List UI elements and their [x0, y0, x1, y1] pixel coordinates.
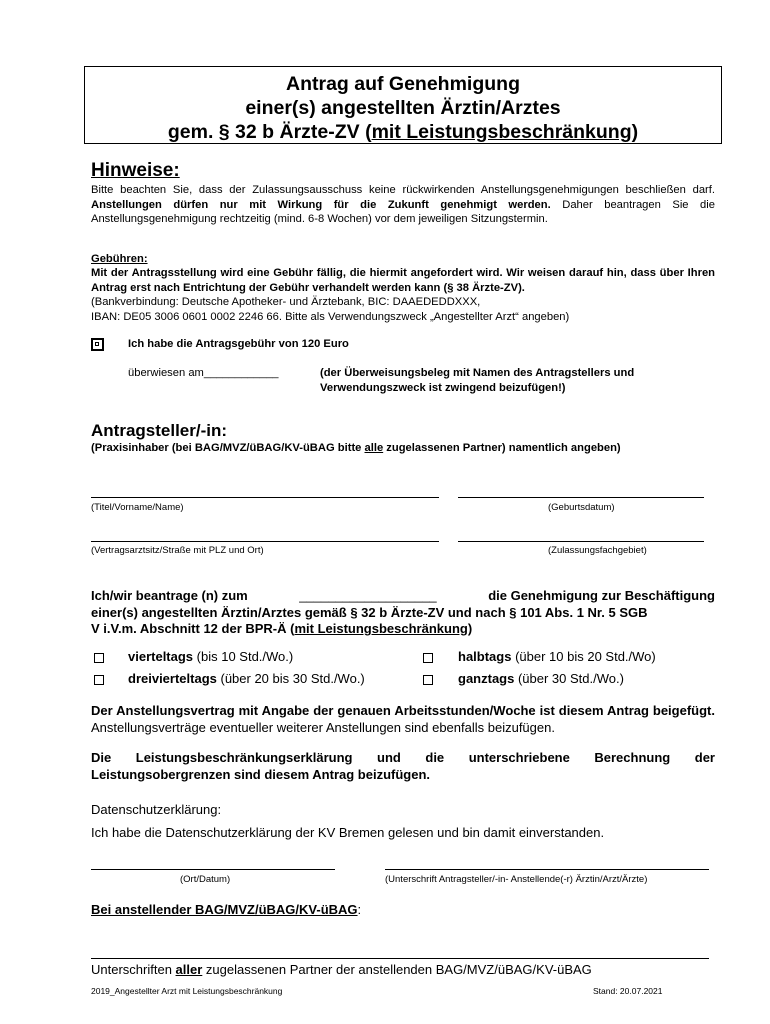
bag-heading: Bei anstellender BAG/MVZ/üBAG/KV-üBAG:: [91, 902, 362, 917]
title-box: [84, 66, 722, 144]
address-field-label: (Vertragsarztsitz/Straße mit PLZ und Ort): [91, 545, 264, 556]
option-quarter-label: vierteltags (bis 10 Std./Wo.): [128, 649, 294, 664]
birthdate-field-label: (Geburtsdatum): [548, 502, 615, 513]
hinweise-heading: Hinweise:: [91, 160, 180, 181]
limit-declaration: Die Leistungsbeschränkungserklärung und die unterschriebene Berechnung der Leistungsobergrenzen sind diesem Antrag beizufügen.: [91, 750, 715, 782]
option-three-quarter-label: dreivierteltags (über 20 bis 30 Std./Wo.): [128, 671, 365, 686]
name-field-line[interactable]: [91, 497, 439, 498]
title-line-2: einer(s) angestellten Ärztin/Arztes: [245, 97, 561, 119]
title-line-3: gem. § 32 b Ärzte-ZV (mit Leistungsbeschränkung): [167, 121, 639, 143]
fee-checkbox-label: Ich habe die Antragsgebühr von 120 Euro: [128, 338, 349, 350]
name-field-label: (Titel/Vorname/Name): [91, 502, 184, 513]
specialty-field-label: (Zulassungsfachgebiet): [548, 545, 647, 556]
antragsteller-heading: Antragsteller/-in:: [91, 421, 228, 440]
partner-signatures-label: Unterschriften aller zugelassenen Partner der anstellenden BAG/MVZ/üBAG/KV-üBAG: [91, 962, 592, 977]
fee-paid-checkbox[interactable]: [91, 338, 104, 351]
privacy-heading: Datenschutzerklärung:: [91, 802, 222, 817]
request-line-3: V i.V.m. Abschnitt 12 der BPR-Ä (mit Leistungsbeschränkung): [91, 621, 473, 636]
privacy-text: Ich habe die Datenschutzerklärung der KV Bremen gelesen und bin damit einverstanden.: [91, 825, 605, 840]
gebuehren-text: Mit der Antragsstellung wird eine Gebühr fällig, die hiermit angefordert wird. Wir weisen darauf hin, dass über Ihren Antrag erst nach Entrichtung der Gebühr verhandelt werden kann (§ 38 Ärzte-ZV).: [91, 267, 715, 294]
transfer-note: (der Überweisungsbeleg mit Namen des Antragstellers und Verwendungszweck ist zwingend beizufügen!): [320, 367, 635, 394]
place-date-line[interactable]: [91, 869, 335, 870]
request-paragraph: [91, 588, 715, 638]
footer-left: 2019_Angestellter Arzt mit Leistungsbeschränkung: [91, 986, 283, 996]
bank-line: (Bankverbindung: Deutsche Apotheker- und Ärztebank, BIC: DAAEDEDDXXX,: [91, 296, 481, 308]
option-three-quarter-checkbox[interactable]: [94, 675, 104, 685]
request-line-1: Ich/wir beantrage (n) zum ___________________ die Genehmigung zur Beschäftigung: [91, 588, 715, 603]
antragsteller-subheading: (Praxisinhaber (bei BAG/MVZ/üBAG/KV-üBAG bitte alle zugelassenen Partner) namentlich angeben): [91, 442, 621, 454]
option-quarter-checkbox[interactable]: [94, 653, 104, 663]
title-line-1: Antrag auf Genehmigung: [286, 73, 520, 95]
request-line-2: einer(s) angestellten Ärztin/Arztes gemäß § 32 b Ärzte-ZV und nach § 101 Abs. 1 Nr. 5 SGB: [91, 604, 648, 620]
specialty-field-line[interactable]: [458, 541, 704, 542]
partner-signatures-line[interactable]: [91, 958, 709, 959]
signature-line[interactable]: [385, 869, 709, 870]
gebuehren-heading: Gebühren:: [91, 253, 148, 265]
signature-label: (Unterschrift Antragsteller/-in- Anstellende(-r) Ärztin/Arzt/Ärzte): [385, 874, 648, 885]
address-field-line[interactable]: [91, 541, 439, 542]
option-full-checkbox[interactable]: [423, 675, 433, 685]
start-date-field[interactable]: ___________________: [299, 588, 437, 603]
contract-paragraph: Der Anstellungsvertrag mit Angabe der genauen Arbeitsstunden/Woche ist diesem Antrag beigefügt. Anstellungsverträge eventueller weiterer Anstellungen sind ebenfalls beizufügen.: [91, 703, 715, 735]
option-half-checkbox[interactable]: [423, 653, 433, 663]
iban-line: IBAN: DE05 3006 0601 0002 2246 66. Bitte als Verwendungszweck „Angestellter Arzt“ angeben): [91, 311, 570, 323]
transferred-date-field[interactable]: überwiesen am____________: [128, 367, 279, 379]
place-date-label: (Ort/Datum): [180, 874, 231, 885]
footer-right: Stand: 20.07.2021: [593, 986, 663, 996]
option-full-label: ganztags (über 30 Std./Wo.): [458, 671, 624, 686]
birthdate-field-line[interactable]: [458, 497, 704, 498]
option-half-label: halbtags (über 10 bis 20 Std./Wo): [458, 649, 656, 664]
hinweise-paragraph: Bitte beachten Sie, dass der Zulassungsausschuss keine rückwirkenden Anstellungsgenehmigungen beschließen darf. Anstellungen dürfen nur mit Wirkung für die Zukunft genehmigt werden. Daher beantragen Sie die Anstellungsgenehmigung rechtzeitig (mind. 6-8 Wochen) vor dem jeweiligen Sitzungstermin.: [91, 184, 715, 226]
